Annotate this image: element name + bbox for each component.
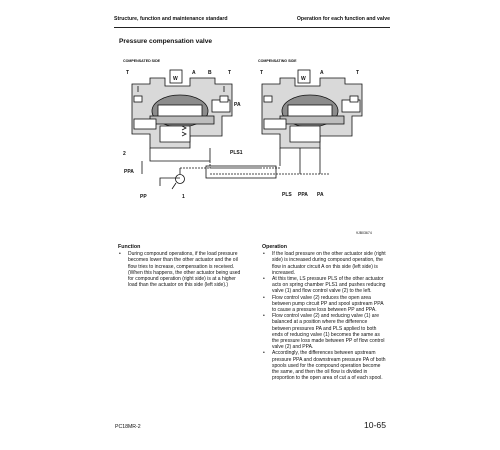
- left-valve: [132, 70, 232, 189]
- operation-item: • Flow control valve (2) and reducing valve (1) are balanced at a position where the difference between pressures PA and PLS applied to both ends of reducing valve (1) becomes the same as the pressure loss made between PP of flow control valve (2) and PPA.: [263, 313, 385, 351]
- label-t-left2: T: [228, 70, 232, 76]
- caption-compensated-side: COMPENSATED SIDE: [123, 59, 161, 63]
- function-note: (When this happens, the other actuator being used for compound operation (right side) is at a higher load than the actuator on this side (left side).): [128, 269, 241, 289]
- header-section-title: Structure, function and maintenance standard: [114, 16, 228, 22]
- label-pa-left: PA: [234, 102, 241, 108]
- footer-page-number: 10-65: [364, 420, 386, 430]
- right-valve: [262, 70, 362, 174]
- label-pa-right: PA: [317, 192, 324, 198]
- operation-item: • If the load pressure on the other actuator side (right side) is increased during compound operation, the flow in actuator circuit A on this side (left side) is increased.: [263, 251, 386, 276]
- label-ppa-right: PPA: [298, 192, 308, 198]
- label-pls1: PLS1: [230, 150, 243, 156]
- caption-compensating-side: COMPENSATING SIDE: [258, 59, 297, 63]
- label-pp: PP: [140, 194, 147, 200]
- function-heading: Function: [118, 244, 141, 250]
- label-ppa-left: PPA: [124, 169, 134, 175]
- label-t-right2: T: [356, 70, 360, 76]
- function-item: • During compound operations, if the load pressure becomes lower than the other actuator and the oil flow tries to increase, compensation is received.: [119, 251, 238, 270]
- header-topic-title: Operation for each function and valve: [296, 16, 390, 22]
- page-title: Pressure compensation valve: [119, 38, 213, 45]
- label-1: 1: [182, 194, 185, 200]
- label-w-left: W: [173, 76, 178, 82]
- label-pls: PLS: [282, 192, 292, 198]
- label-a-left: A: [192, 70, 196, 76]
- operation-item: • Accordingly, the differences between upstream pressure PPA and downstream pressure PA of both spools used for the compound operation become the same, and then the oil flow is divided in proportion to the open area of cut a of each spool.: [263, 350, 386, 382]
- label-a-right: A: [320, 70, 324, 76]
- function-section: [118, 244, 244, 288]
- figure-id: 9JB03674: [356, 231, 372, 235]
- label-b-left: B: [208, 70, 212, 76]
- operation-heading: Operation: [262, 244, 288, 250]
- operation-section: [262, 244, 387, 381]
- label-2: 2: [123, 151, 126, 157]
- operation-item: • Flow control valve (2) reduces the open area between pump circuit PP and spool upstream PPA to cause a pressure loss between PP and PPA.: [263, 294, 384, 314]
- page-header: [114, 15, 390, 28]
- operation-item: • At this time, LS pressure PLS of the other actuator acts on spring chamber PLS1 and pushes reducing valve (1) and flow control valve (2) to the left.: [263, 276, 386, 295]
- label-t-right: T: [260, 70, 264, 76]
- hydraulic-diagram: [120, 56, 380, 206]
- label-w-right: W: [301, 76, 306, 82]
- label-t-left: T: [126, 70, 130, 76]
- footer-model: PC18MR-2: [115, 424, 141, 430]
